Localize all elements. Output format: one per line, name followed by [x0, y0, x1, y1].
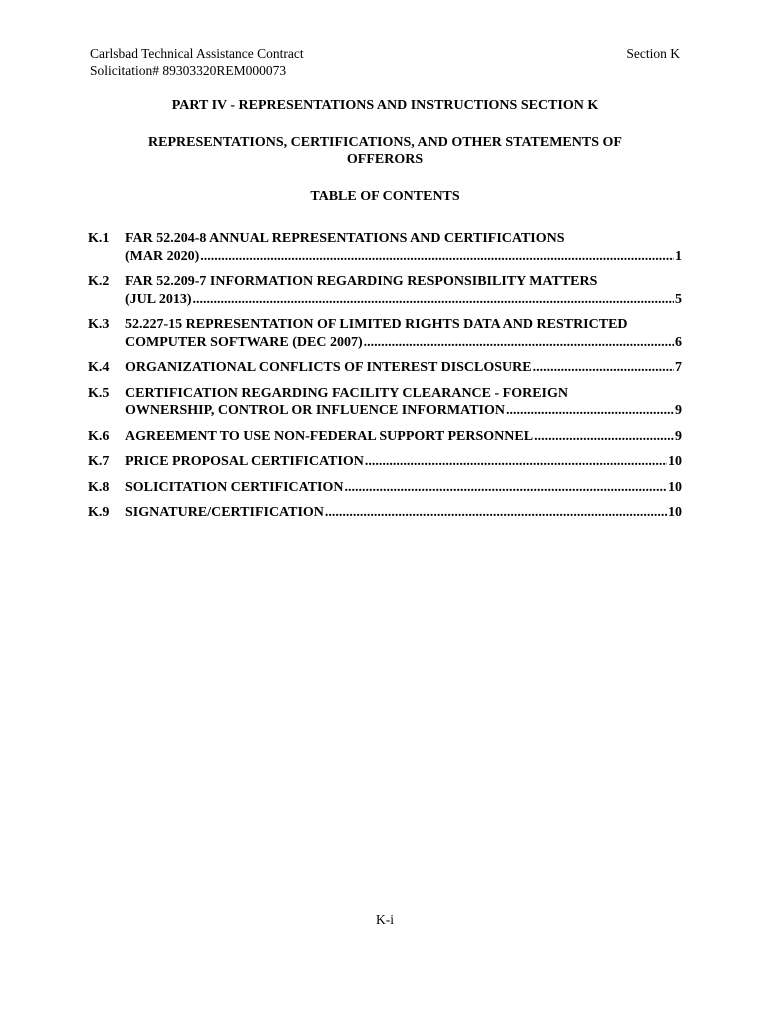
toc-entry-title: FAR 52.209-7 INFORMATION REGARDING RESPONSIBILITY MATTERS [125, 274, 598, 289]
toc-entry[interactable] [88, 273, 682, 308]
toc-entry-page: 6 [675, 334, 682, 350]
toc-entry-title: OWNERSHIP, CONTROL OR INFLUENCE INFORMATION [125, 403, 505, 418]
toc-entry-number: K.5 [88, 385, 110, 401]
toc-entry-title: SIGNATURE/CERTIFICATION [125, 505, 324, 520]
dot-leader [364, 334, 674, 352]
toc-heading: TABLE OF CONTENTS [310, 189, 460, 204]
toc-entry-title: SOLICITATION CERTIFICATION [125, 479, 344, 495]
toc-entry-title: FAR 52.204-8 ANNUAL REPRESENTATIONS AND CERTIFICATIONS [125, 231, 565, 246]
toc-entry-page: 10 [668, 479, 682, 495]
toc-entry[interactable] [88, 479, 682, 497]
part-title: PART IV - REPRESENTATIONS AND INSTRUCTIONS SECTION K [171, 98, 599, 113]
toc-entry-page: 10 [668, 505, 682, 520]
toc-entry-title: (MAR 2020) [125, 248, 200, 264]
section-label: Section K [626, 46, 680, 61]
dot-leader [365, 453, 667, 471]
toc-entry-page: 9 [675, 403, 682, 418]
table-of-contents [88, 230, 682, 530]
toc-entry-number: K.2 [88, 274, 110, 289]
toc-entry[interactable] [88, 230, 682, 265]
dot-leader [534, 428, 674, 446]
toc-entry[interactable] [88, 385, 682, 420]
toc-entry-title: COMPUTER SOFTWARE (DEC 2007) [125, 334, 363, 350]
toc-entry[interactable] [88, 359, 682, 377]
toc-entry-page: 9 [675, 428, 682, 444]
section-title: REPRESENTATIONS, CERTIFICATIONS, AND OTHER STATEMENTS OF OFFERORS [148, 135, 622, 167]
toc-entry[interactable] [88, 316, 682, 351]
toc-entry[interactable] [88, 428, 682, 446]
toc-entry-title: PRICE PROPOSAL CERTIFICATION [125, 454, 364, 469]
toc-entry-page: 10 [668, 454, 682, 469]
toc-entry[interactable] [88, 504, 682, 522]
running-header-left [90, 45, 304, 79]
page-number: K-i [376, 912, 394, 927]
toc-entry-title: AGREEMENT TO USE NON-FEDERAL SUPPORT PERSONNEL [125, 428, 534, 444]
toc-entry-number: K.1 [88, 231, 110, 246]
toc-entry-title: 52.227-15 REPRESENTATION OF LIMITED RIGHTS DATA AND RESTRICTED [125, 317, 628, 332]
solicitation-number: Solicitation# 89303320REM000073 [90, 63, 287, 78]
toc-entry-page: 7 [675, 360, 682, 375]
dot-leader [193, 291, 675, 309]
toc-entry[interactable] [88, 453, 682, 471]
toc-entry-number: K.3 [88, 317, 110, 332]
toc-entry-page: 1 [675, 248, 682, 264]
toc-entry-number: K.4 [88, 360, 110, 375]
toc-entry-number: K.9 [88, 505, 110, 520]
toc-entry-number: K.8 [88, 479, 110, 495]
toc-entry-page: 5 [675, 291, 682, 307]
dot-leader [506, 402, 674, 420]
toc-entry-title: ORGANIZATIONAL CONFLICTS OF INTEREST DISCLOSURE [125, 360, 532, 375]
toc-entry-number: K.6 [88, 428, 110, 444]
dot-leader [325, 504, 667, 522]
toc-entry-number: K.7 [88, 454, 110, 469]
dot-leader [200, 248, 674, 266]
toc-entry-title: (JUL 2013) [125, 291, 192, 307]
toc-entry-title: CERTIFICATION REGARDING FACILITY CLEARANCE - FOREIGN [125, 385, 569, 401]
dot-leader [533, 359, 674, 377]
contract-title: Carlsbad Technical Assistance Contract [90, 46, 304, 61]
dot-leader [345, 479, 668, 497]
